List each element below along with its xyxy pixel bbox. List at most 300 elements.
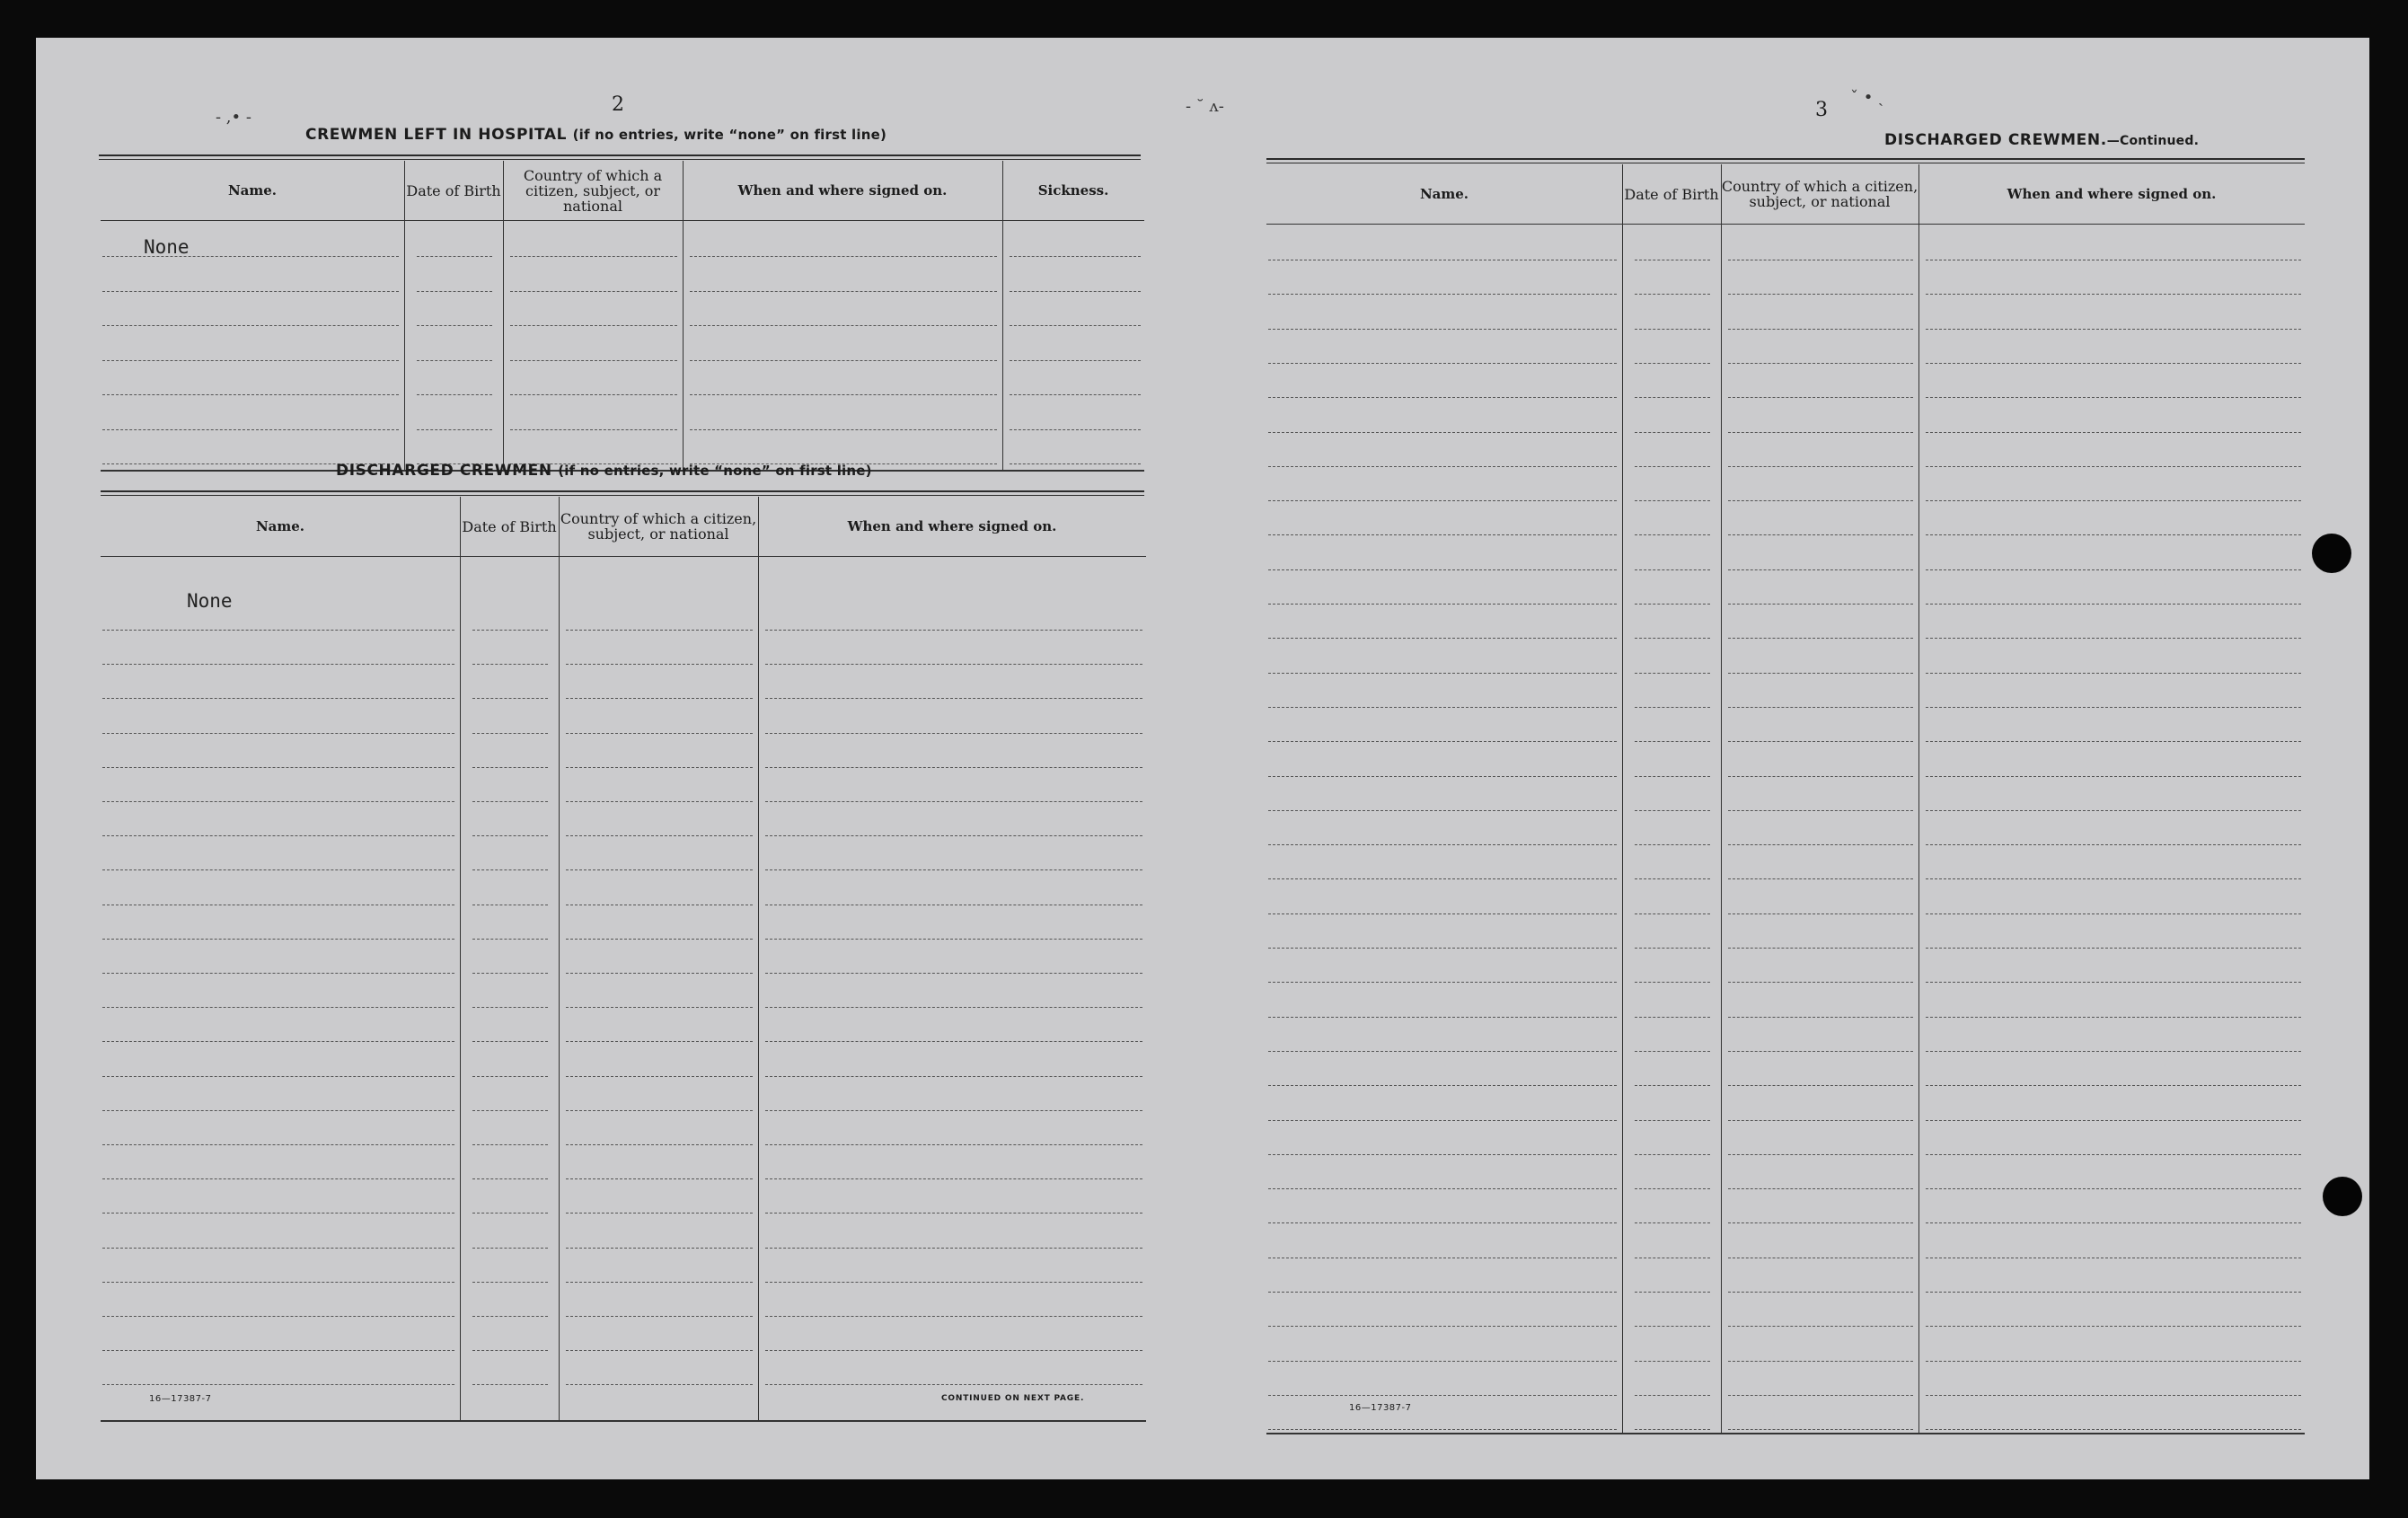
writing-line [1268, 707, 1617, 708]
writing-line [1010, 256, 1141, 257]
writing-line [102, 835, 454, 836]
writing-line [1926, 1222, 2301, 1223]
writing-line [1635, 638, 1710, 639]
writing-line [472, 733, 548, 734]
writing-line [1268, 1395, 1617, 1396]
writing-line [1728, 329, 1913, 330]
writing-line [417, 360, 492, 361]
writing-line [1635, 1395, 1710, 1396]
writing-line [1635, 329, 1710, 330]
writing-line [1926, 1361, 2301, 1362]
writing-line [102, 1248, 454, 1249]
writing-line [1926, 604, 2301, 605]
writing-line [1635, 1017, 1710, 1018]
writing-line [417, 394, 492, 395]
writing-line [1635, 1361, 1710, 1362]
col-header-country: Country of which a citizen, subject, or national [1721, 178, 1918, 210]
column-divider [559, 497, 560, 1422]
writing-line [566, 698, 753, 699]
scan-mark: - ,• - [216, 108, 251, 127]
writing-line [472, 835, 548, 836]
writing-line [690, 291, 997, 292]
writing-line [1010, 291, 1141, 292]
writing-line [1926, 363, 2301, 364]
writing-line [1926, 776, 2301, 777]
writing-line [1268, 329, 1617, 330]
writing-line [1728, 1292, 1913, 1293]
discharged-continued-title [1884, 131, 2199, 149]
writing-line [1926, 1292, 2301, 1293]
col-header-dob: Date of Birth [1624, 185, 1719, 203]
writing-line [472, 973, 548, 974]
writing-line [472, 1041, 548, 1042]
writing-line [1268, 638, 1617, 639]
writing-line [1926, 329, 2301, 330]
writing-line [472, 1316, 548, 1317]
writing-line [1728, 878, 1913, 879]
writing-line [1728, 1361, 1913, 1362]
writing-line [1268, 1051, 1617, 1052]
writing-line [765, 1350, 1142, 1351]
writing-line [472, 1076, 548, 1077]
writing-line [1010, 360, 1141, 361]
writing-line [1635, 500, 1710, 501]
form-code: 16—17387-7 [149, 1394, 212, 1404]
writing-line [1635, 397, 1710, 398]
writing-line [1635, 948, 1710, 949]
column-divider [460, 497, 461, 1422]
writing-line [510, 429, 677, 430]
writing-line [1268, 844, 1617, 845]
writing-line [1926, 844, 2301, 845]
writing-line [566, 664, 753, 665]
writing-line [102, 394, 399, 395]
right-page [1186, 38, 2369, 1479]
writing-line [1728, 1326, 1913, 1327]
writing-line [765, 835, 1142, 836]
col-header-name: Name. [1419, 186, 1469, 202]
writing-line [1635, 604, 1710, 605]
writing-line [417, 291, 492, 292]
writing-line [1635, 432, 1710, 433]
writing-line [1728, 466, 1913, 467]
writing-line [1268, 673, 1617, 674]
writing-line [1268, 878, 1617, 879]
writing-line [1635, 294, 1710, 295]
writing-line [1268, 432, 1617, 433]
writing-line [566, 869, 753, 870]
writing-line [102, 801, 454, 802]
writing-line [1268, 1120, 1617, 1121]
writing-line [1635, 844, 1710, 845]
discharged-title-note: (if no entries, write “none” on first line) [558, 463, 872, 479]
discharged-table [101, 497, 1146, 1422]
writing-line [1926, 569, 2301, 570]
writing-line [510, 291, 677, 292]
writing-line [1268, 1017, 1617, 1018]
scanned-form-sheet [36, 38, 2369, 1479]
writing-line [566, 1248, 753, 1249]
writing-line [1926, 1120, 2301, 1121]
scan-mark: - ˘ ʌ- [1186, 97, 1224, 116]
writing-line [472, 1110, 548, 1111]
writing-line [102, 698, 454, 699]
writing-line [1728, 1429, 1913, 1430]
writing-line [1728, 604, 1913, 605]
writing-line [1268, 500, 1617, 501]
writing-line [566, 1076, 753, 1077]
writing-line [102, 1178, 454, 1179]
writing-line [765, 733, 1142, 734]
writing-line [1635, 1292, 1710, 1293]
writing-line [1926, 673, 2301, 674]
writing-line [566, 1110, 753, 1111]
writing-line [765, 1178, 1142, 1179]
writing-line [1926, 982, 2301, 983]
writing-line [1728, 1222, 1913, 1223]
hospital-section-title [305, 126, 886, 144]
writing-line [1635, 1326, 1710, 1327]
continued-top-rule [1266, 158, 2305, 160]
column-divider [1918, 164, 1919, 1434]
writing-line [690, 360, 997, 361]
writing-line [765, 801, 1142, 802]
writing-line [1268, 1361, 1617, 1362]
writing-line [690, 325, 997, 326]
column-divider [1002, 161, 1003, 472]
writing-line [102, 869, 454, 870]
writing-line [102, 1350, 454, 1351]
writing-line [1728, 1395, 1913, 1396]
writing-line [1728, 294, 1913, 295]
writing-line [1635, 982, 1710, 983]
writing-line [765, 1248, 1142, 1249]
writing-line [472, 939, 548, 940]
writing-line [1728, 569, 1913, 570]
writing-line [1728, 776, 1913, 777]
writing-line [566, 1213, 753, 1214]
writing-line [1635, 1222, 1710, 1223]
writing-line [765, 767, 1142, 768]
writing-line [690, 394, 997, 395]
writing-line [765, 973, 1142, 974]
continued-bottom-rule [1266, 1433, 2305, 1434]
writing-line [566, 801, 753, 802]
writing-line [1926, 1395, 2301, 1396]
writing-line [1268, 1222, 1617, 1223]
writing-line [417, 256, 492, 257]
writing-line [1728, 397, 1913, 398]
writing-line [102, 1007, 454, 1008]
writing-line [1635, 534, 1710, 535]
writing-line [566, 973, 753, 974]
writing-line [1268, 948, 1617, 949]
discharged-top-rule-thin [101, 495, 1144, 496]
writing-line [1635, 1154, 1710, 1155]
writing-line [566, 835, 753, 836]
writing-line [1268, 1292, 1617, 1293]
column-divider [1721, 164, 1722, 1434]
writing-line [1268, 1429, 1617, 1430]
writing-line [1926, 1429, 2301, 1430]
writing-line [472, 801, 548, 802]
writing-line [1926, 707, 2301, 708]
hospital-title-note: (if no entries, write “none” on first line) [572, 127, 887, 143]
writing-line [1728, 1120, 1913, 1121]
col-header-signed: When and where signed on. [2007, 186, 2217, 202]
col-header-name: Name. [227, 182, 278, 199]
writing-line [566, 733, 753, 734]
writing-line [417, 325, 492, 326]
page-number: 3 [1815, 99, 1828, 121]
writing-line [690, 256, 997, 257]
writing-line [765, 630, 1142, 631]
writing-line [1268, 397, 1617, 398]
writing-line [566, 1384, 753, 1385]
writing-line [472, 767, 548, 768]
writing-line [1926, 500, 2301, 501]
writing-line [472, 1213, 548, 1214]
writing-line [1728, 432, 1913, 433]
writing-line [510, 256, 677, 257]
writing-line [102, 733, 454, 734]
writing-line [1926, 1154, 2301, 1155]
writing-line [1926, 741, 2301, 742]
writing-line [1635, 466, 1710, 467]
writing-line [1635, 810, 1710, 811]
writing-line [1268, 741, 1617, 742]
writing-line [1010, 394, 1141, 395]
writing-line [102, 664, 454, 665]
writing-line [566, 1282, 753, 1283]
writing-line [1728, 638, 1913, 639]
writing-line [1635, 1085, 1710, 1086]
writing-line [102, 1213, 454, 1214]
column-divider [758, 497, 759, 1422]
discharged-bottom-rule [101, 1420, 1146, 1422]
column-divider [683, 161, 684, 472]
continued-note: CONTINUED ON NEXT PAGE. [941, 1394, 1085, 1403]
col-header-name: Name. [255, 518, 305, 534]
writing-line [102, 630, 454, 631]
writing-line [1635, 1429, 1710, 1430]
discharged-first-entry: None [187, 590, 233, 612]
writing-line [1926, 638, 2301, 639]
writing-line [566, 1041, 753, 1042]
writing-line [765, 698, 1142, 699]
writing-line [1268, 1188, 1617, 1189]
writing-line [1268, 569, 1617, 570]
writing-line [1268, 294, 1617, 295]
writing-line [765, 1282, 1142, 1283]
writing-line [1635, 1188, 1710, 1189]
writing-line [1635, 673, 1710, 674]
writing-line [1728, 844, 1913, 845]
column-divider [404, 161, 405, 472]
writing-line [472, 698, 548, 699]
writing-line [765, 1316, 1142, 1317]
writing-line [1635, 1120, 1710, 1121]
col-header-sickness: Sickness. [1037, 182, 1109, 199]
writing-line [1926, 878, 2301, 879]
discharged-section-title [336, 462, 872, 480]
hospital-first-entry: None [144, 236, 190, 258]
writing-line [417, 429, 492, 430]
writing-line [472, 1248, 548, 1249]
writing-line [1635, 707, 1710, 708]
writing-line [472, 1007, 548, 1008]
writing-line [765, 869, 1142, 870]
writing-line [1728, 673, 1913, 674]
writing-line [102, 767, 454, 768]
writing-line [472, 1350, 548, 1351]
writing-line [472, 630, 548, 631]
writing-line [1728, 810, 1913, 811]
writing-line [1926, 1085, 2301, 1086]
writing-line [102, 1041, 454, 1042]
writing-line [472, 1144, 548, 1145]
writing-line [566, 939, 753, 940]
writing-line [765, 1384, 1142, 1385]
writing-line [102, 1282, 454, 1283]
writing-line [1728, 363, 1913, 364]
writing-line [1268, 982, 1617, 983]
writing-line [1926, 1326, 2301, 1327]
writing-line [102, 973, 454, 974]
writing-line [102, 256, 399, 257]
writing-line [102, 939, 454, 940]
writing-line [472, 1384, 548, 1385]
col-header-signed: When and where signed on. [847, 518, 1057, 534]
writing-line [1635, 776, 1710, 777]
column-divider [503, 161, 504, 472]
writing-line [1926, 432, 2301, 433]
hospital-top-rule [99, 154, 1141, 156]
writing-line [765, 1076, 1142, 1077]
column-divider [1622, 164, 1623, 1434]
col-header-dob: Date of Birth [462, 517, 557, 535]
header-divider [101, 220, 1144, 221]
hospital-top-rule-thin [99, 159, 1141, 160]
discharged-title-text: DISCHARGED CREWMEN [336, 462, 552, 480]
writing-line [765, 1007, 1142, 1008]
writing-line [1635, 878, 1710, 879]
writing-line [472, 1178, 548, 1179]
writing-line [1635, 913, 1710, 914]
writing-line [1926, 1188, 2301, 1189]
writing-line [1010, 463, 1141, 464]
left-page [36, 38, 1204, 1479]
writing-line [102, 1144, 454, 1145]
writing-line [1926, 397, 2301, 398]
writing-line [566, 1350, 753, 1351]
writing-line [1926, 466, 2301, 467]
writing-line [1926, 810, 2301, 811]
writing-line [765, 664, 1142, 665]
writing-line [765, 1110, 1142, 1111]
writing-line [510, 360, 677, 361]
writing-line [1728, 534, 1913, 535]
writing-line [1926, 1051, 2301, 1052]
header-divider [1266, 224, 2305, 225]
writing-line [1268, 466, 1617, 467]
writing-line [1926, 913, 2301, 914]
writing-line [1728, 707, 1913, 708]
writing-line [1728, 500, 1913, 501]
writing-line [1010, 429, 1141, 430]
form-code: 16—17387-7 [1349, 1403, 1412, 1413]
writing-line [1010, 325, 1141, 326]
writing-line [1728, 1188, 1913, 1189]
writing-line [765, 1213, 1142, 1214]
writing-line [1728, 982, 1913, 983]
writing-line [566, 1178, 753, 1179]
writing-line [690, 429, 997, 430]
writing-line [102, 360, 399, 361]
writing-line [1268, 534, 1617, 535]
scan-mark: ˇ • ˏ [1850, 88, 1884, 107]
writing-line [1728, 1085, 1913, 1086]
writing-line [472, 664, 548, 665]
writing-line [1635, 741, 1710, 742]
writing-line [1268, 604, 1617, 605]
writing-line [566, 1316, 753, 1317]
writing-line [1268, 810, 1617, 811]
writing-line [566, 767, 753, 768]
continued-title-text: DISCHARGED CREWMEN. [1884, 131, 2107, 149]
writing-line [102, 1076, 454, 1077]
writing-line [102, 1384, 454, 1385]
writing-line [102, 1110, 454, 1111]
writing-line [1268, 1326, 1617, 1327]
writing-line [1728, 1017, 1913, 1018]
writing-line [102, 1316, 454, 1317]
writing-line [1728, 948, 1913, 949]
discharged-top-rule [101, 490, 1144, 492]
writing-line [1728, 1051, 1913, 1052]
punch-hole [2312, 534, 2351, 573]
writing-line [1926, 294, 2301, 295]
writing-line [1268, 363, 1617, 364]
writing-line [472, 1282, 548, 1283]
writing-line [1268, 913, 1617, 914]
continued-table [1266, 164, 2305, 1434]
writing-line [102, 291, 399, 292]
writing-line [1268, 1154, 1617, 1155]
writing-line [1268, 776, 1617, 777]
writing-line [1268, 1085, 1617, 1086]
writing-line [765, 939, 1142, 940]
writing-line [566, 1144, 753, 1145]
writing-line [1926, 1017, 2301, 1018]
writing-line [1728, 913, 1913, 914]
writing-line [1728, 1154, 1913, 1155]
writing-line [1926, 534, 2301, 535]
writing-line [1635, 363, 1710, 364]
writing-line [102, 429, 399, 430]
writing-line [566, 630, 753, 631]
writing-line [472, 869, 548, 870]
writing-line [102, 325, 399, 326]
punch-hole [2323, 1177, 2362, 1216]
col-header-signed: When and where signed on. [737, 182, 948, 199]
header-divider [101, 556, 1146, 557]
page-number: 2 [612, 93, 624, 116]
hospital-title-text: CREWMEN LEFT IN HOSPITAL [305, 126, 568, 144]
writing-line [765, 1041, 1142, 1042]
col-header-country: Country of which a citizen, subject, or national [560, 510, 757, 543]
col-header-dob: Date of Birth [406, 181, 501, 199]
